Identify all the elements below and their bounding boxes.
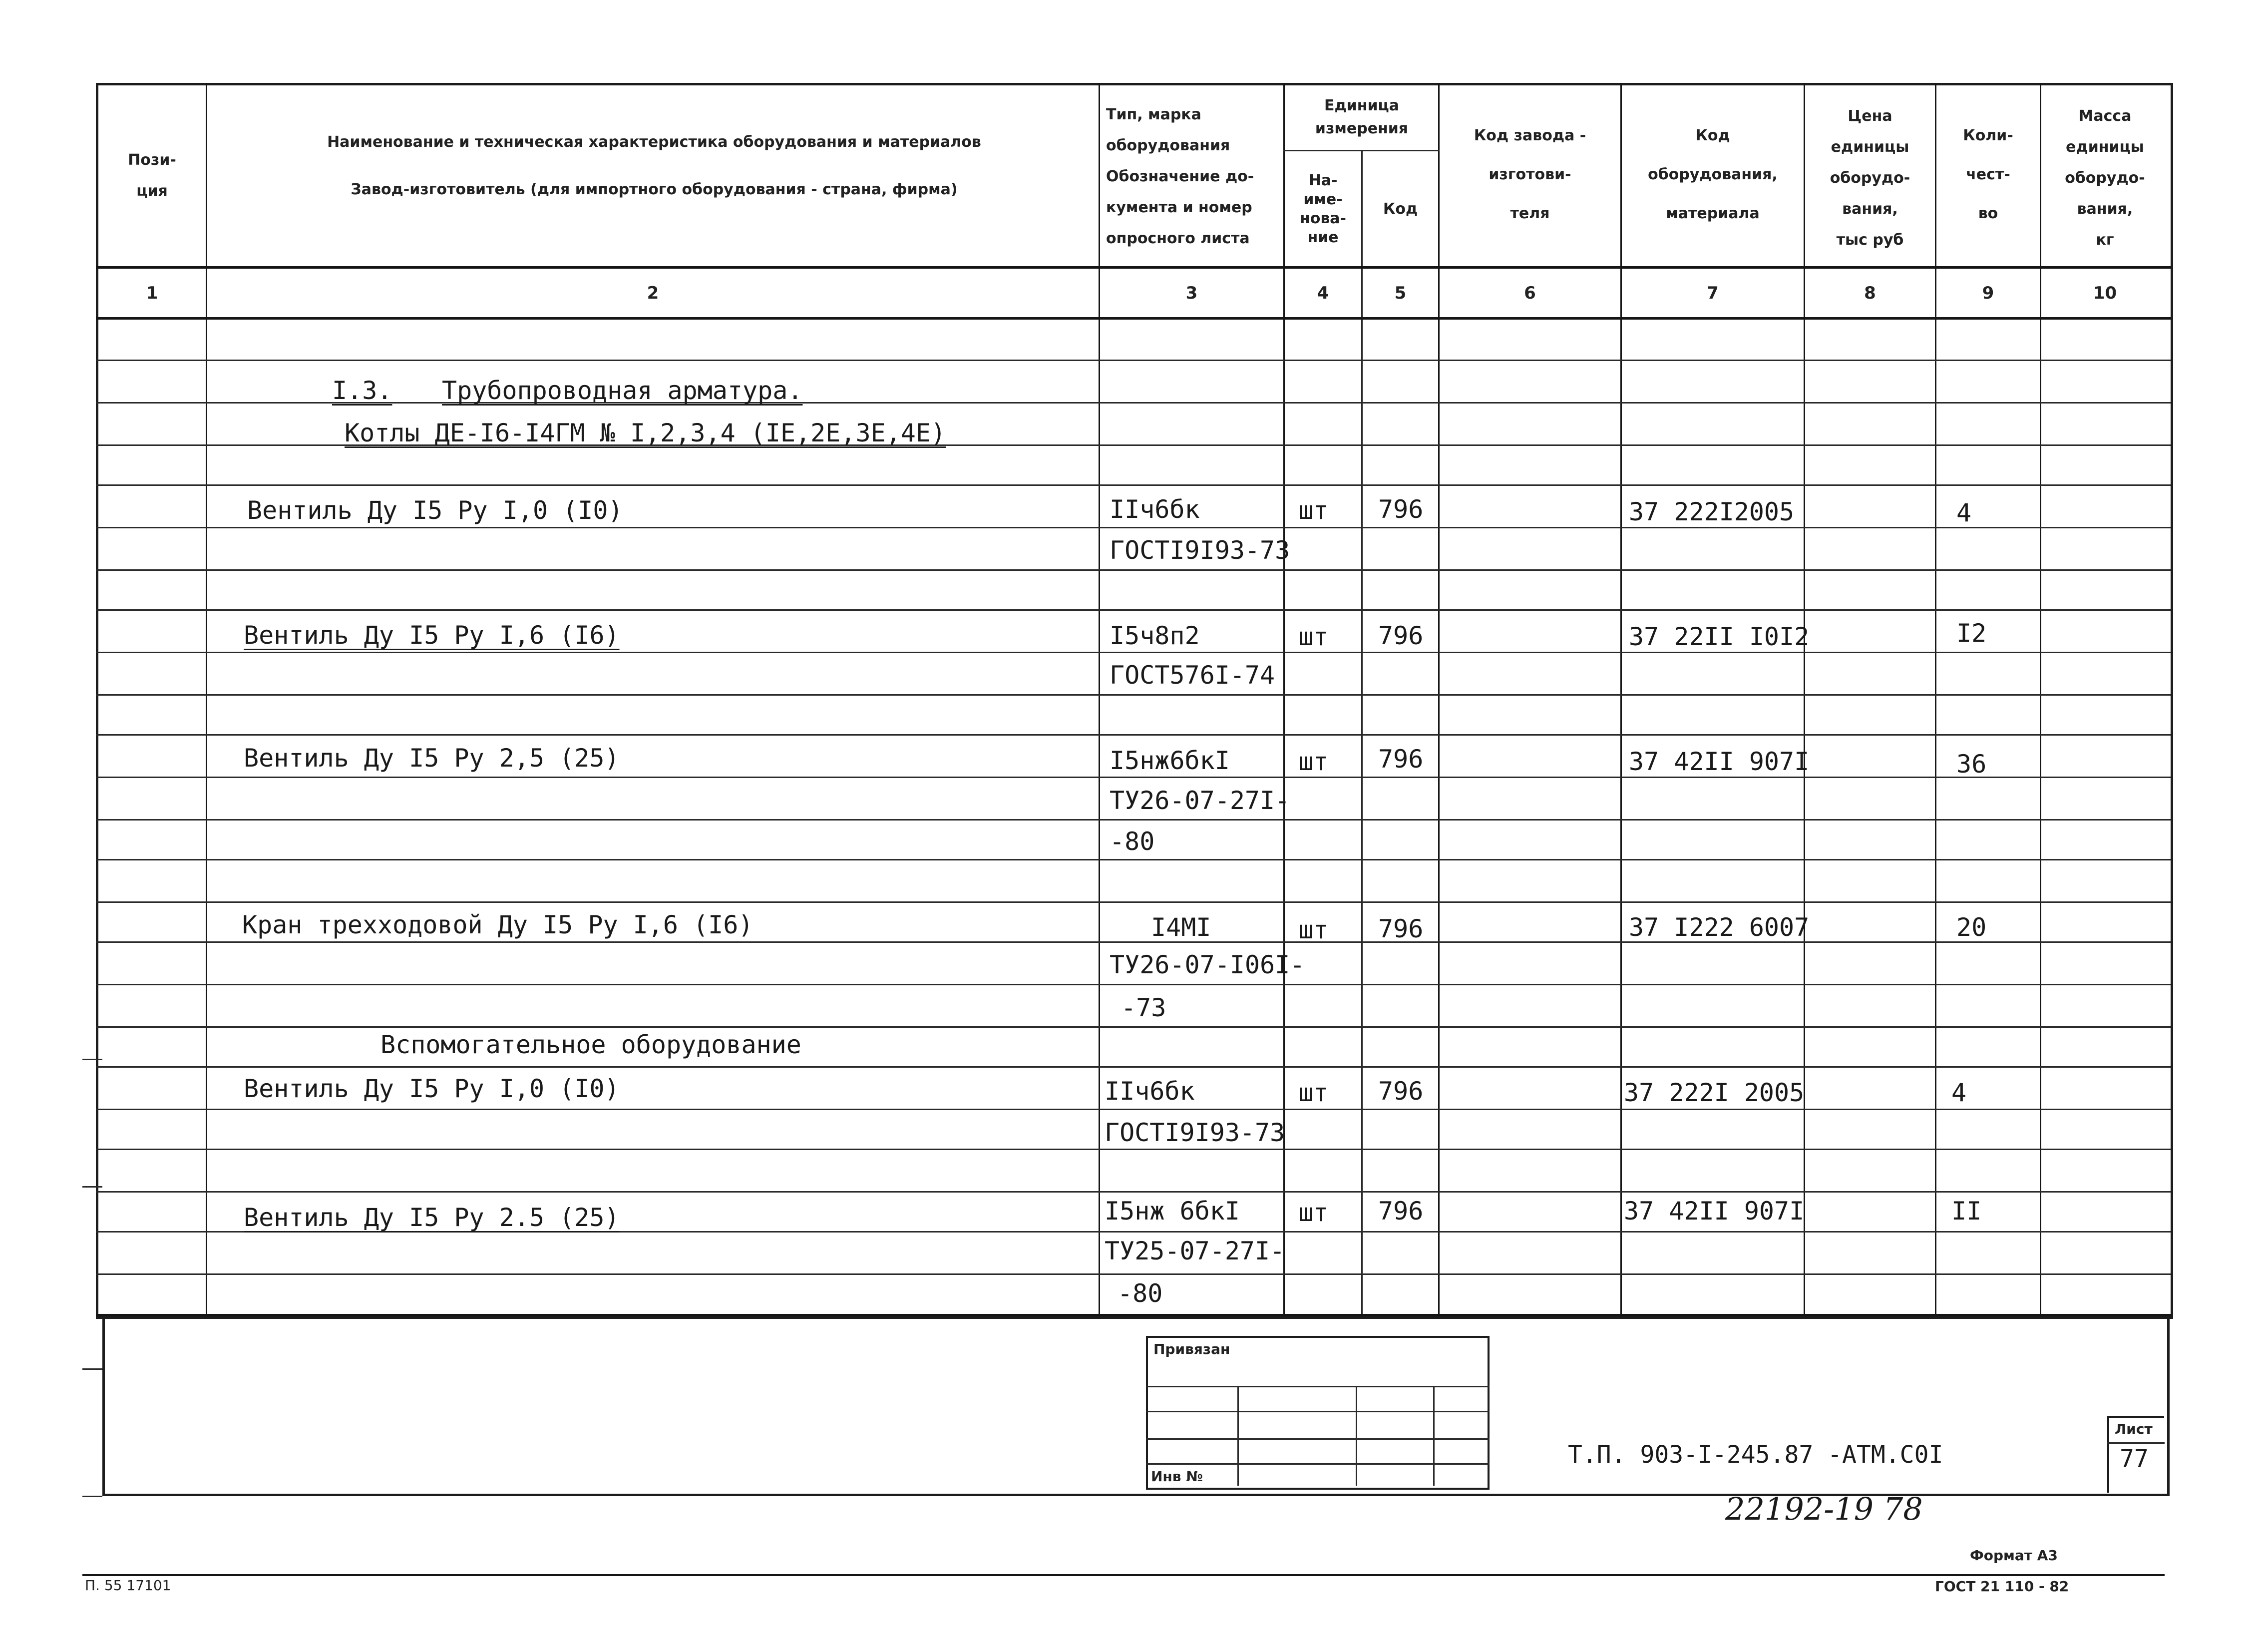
row-unit-code: 796 (1378, 495, 1424, 524)
row-unit-code: 796 (1378, 1197, 1424, 1226)
row-line (96, 360, 2171, 361)
column-number: 6 (1524, 283, 1536, 303)
row-type: IIч6бк (1105, 1077, 1195, 1106)
document-code: Т.П. 903-I-245.87 -АТМ.С0I (1568, 1441, 1943, 1469)
column-number: 9 (1982, 283, 1994, 303)
stamp-line (1146, 1438, 1490, 1440)
privyazan-label: Привязан (1153, 1341, 1230, 1357)
unit-group-line (1283, 150, 1440, 151)
footer-line (82, 1574, 2165, 1576)
row-unit-code: 796 (1378, 1077, 1424, 1106)
row-doc: ГОСТI9I93-73 (1105, 1118, 1285, 1147)
column-number: 8 (1864, 283, 1876, 303)
row-line (96, 984, 2171, 985)
row-doc-cont: -80 (1110, 827, 1155, 856)
row-qty: II (1951, 1197, 1982, 1226)
row-line (96, 734, 2171, 736)
stamp-frame (102, 1314, 2170, 1496)
row-line (96, 1273, 2171, 1275)
row-line (96, 1109, 2171, 1110)
stamp-line (1146, 1463, 1490, 1465)
row-line (96, 1066, 2171, 1068)
row-code: 37 222I2005 (1629, 497, 1795, 526)
row-doc: ТУ26-07-I06I- (1110, 950, 1305, 979)
row-unit: шт (1298, 496, 1329, 525)
row-code: 37 42II 907I (1629, 747, 1810, 776)
handwritten-number: 22192-19 78 (1725, 1491, 1923, 1527)
header-unit-group: Единица измерения (1315, 97, 1409, 137)
row-qty: 36 (1956, 750, 1987, 779)
section-number: I.3. (332, 376, 392, 405)
header-unit-price: Цена единицы оборудо- вания, тыс руб (1830, 107, 1910, 249)
row-type: I5ч8п2 (1110, 621, 1200, 650)
row-line (96, 1149, 2171, 1150)
header-equipment-code: Код оборудования, материала (1648, 127, 1778, 222)
table-bottom-line (96, 1314, 2171, 1316)
row-line (96, 777, 2171, 778)
section-title: Трубопроводная арматура. (442, 376, 803, 405)
margin-tick (82, 1496, 102, 1497)
margin-tick (82, 1186, 102, 1188)
col-line (1361, 150, 1363, 1314)
row-unit-code: 796 (1378, 745, 1424, 774)
row-unit: шт (1298, 747, 1329, 776)
row-line (96, 652, 2171, 653)
section-subtitle: Котлы ДЕ-I6-I4ГМ № I,2,3,4 (IE,2E,3E,4E) (345, 418, 946, 447)
row-line (96, 527, 2171, 528)
row-doc: ГОСТI9I93-73 (1110, 536, 1290, 565)
header-type: Тип, марка оборудования Обозначение до- кумента и номер опросного листа (1106, 106, 1254, 247)
row-code: 37 42II 907I (1624, 1197, 1805, 1226)
header-name-line1: Наименование и техническая характеристика оборудования и материалов (327, 133, 981, 151)
column-number: 2 (647, 283, 659, 303)
stamp-line (1146, 1386, 1490, 1387)
format-label: Формат А3 (1970, 1547, 2058, 1564)
sheet-number: 77 (2120, 1445, 2149, 1473)
row-name: Вентиль Ду I5 Ру I,0 (I0) (244, 1074, 620, 1103)
gost-label: ГОСТ 21 110 - 82 (1935, 1578, 2069, 1595)
row-unit: шт (1298, 915, 1329, 944)
row-line (96, 901, 2171, 903)
row-line (96, 609, 2171, 611)
row-code: 37 22II I0I2 (1629, 622, 1810, 651)
row-qty: I2 (1956, 619, 1987, 648)
row-type: I5нж6бкI (1110, 746, 1230, 775)
row-line (96, 1191, 2171, 1193)
row-name: Вентиль Ду I5 Ру I,6 (I6) (244, 621, 620, 650)
row-line (96, 1026, 2171, 1028)
stamp-line (1433, 1386, 1435, 1486)
header-unit-code: Код (1383, 200, 1418, 218)
column-number: 7 (1707, 283, 1719, 303)
aux-title: Вспомогательное оборудование (380, 1030, 801, 1059)
margin-tick (82, 1059, 102, 1060)
numbers-bottom-line (96, 317, 2171, 320)
row-qty: 20 (1956, 913, 1987, 942)
column-number: 1 (146, 283, 158, 303)
row-code: 37 222I 2005 (1624, 1078, 1805, 1107)
row-doc: ТУ25-07-27I- (1105, 1237, 1285, 1265)
row-line (96, 694, 2171, 696)
stamp-line (1146, 1411, 1490, 1412)
row-qty: 4 (1951, 1078, 1967, 1107)
row-doc: ГОСТ576I-74 (1110, 661, 1275, 690)
row-unit: шт (1298, 1198, 1329, 1227)
row-line (96, 941, 2171, 943)
row-line (96, 402, 2171, 404)
header-position: Пози- ция (128, 151, 176, 200)
column-number: 5 (1394, 283, 1407, 303)
row-line (96, 569, 2171, 571)
column-number: 4 (1317, 283, 1329, 303)
sheet-label: Лист (2115, 1421, 2153, 1437)
row-doc: ТУ26-07-27I- (1110, 786, 1290, 815)
header-name-line2: Завод-изготовитель (для импортного оборудования - страна, фирма) (351, 181, 958, 198)
column-number: 3 (1185, 283, 1198, 303)
row-unit: шт (1298, 622, 1329, 651)
row-code: 37 I222 6007 (1629, 913, 1810, 942)
row-unit-code: 796 (1378, 914, 1424, 943)
stamp-line (1237, 1386, 1239, 1486)
row-name: Вентиль Ду I5 Ру 2,5 (25) (244, 744, 620, 773)
header-unit-name: На- име- нова- ние (1299, 172, 1347, 246)
column-number: 10 (2093, 283, 2117, 303)
header-mass: Масса единицы оборудо- вания, кг (2065, 107, 2145, 249)
header-plant-code: Код завода - изготови- теля (1474, 127, 1586, 222)
row-qty: 4 (1956, 498, 1972, 527)
row-line (96, 859, 2171, 860)
corner-label: П. 55 17101 (85, 1577, 171, 1594)
row-doc-cont: -73 (1121, 993, 1166, 1022)
header-quantity: Коли- чест- во (1963, 127, 2013, 222)
row-unit-code: 796 (1378, 621, 1424, 650)
sheet-box-line (2107, 1442, 2165, 1444)
privyazan-box (1146, 1336, 1490, 1490)
row-type: IIч6бк (1110, 495, 1200, 524)
inv-no-label: Инв № (1151, 1468, 1203, 1485)
row-name: Вентиль Ду I5 Ру I,0 (I0) (247, 496, 623, 525)
row-type: I5нж 6бкI (1105, 1197, 1240, 1226)
row-name: Кран трехходовой Ду I5 Ру I,6 (I6) (242, 910, 753, 939)
row-type: I4MI (1151, 913, 1211, 942)
margin-tick (82, 1368, 102, 1370)
row-unit: шт (1298, 1078, 1329, 1107)
row-line (96, 484, 2171, 486)
row-doc-cont: -80 (1118, 1279, 1163, 1308)
row-line (96, 819, 2171, 821)
stamp-line (1356, 1386, 1357, 1486)
row-name: Вентиль Ду I5 Ру 2.5 (25) (244, 1203, 620, 1232)
